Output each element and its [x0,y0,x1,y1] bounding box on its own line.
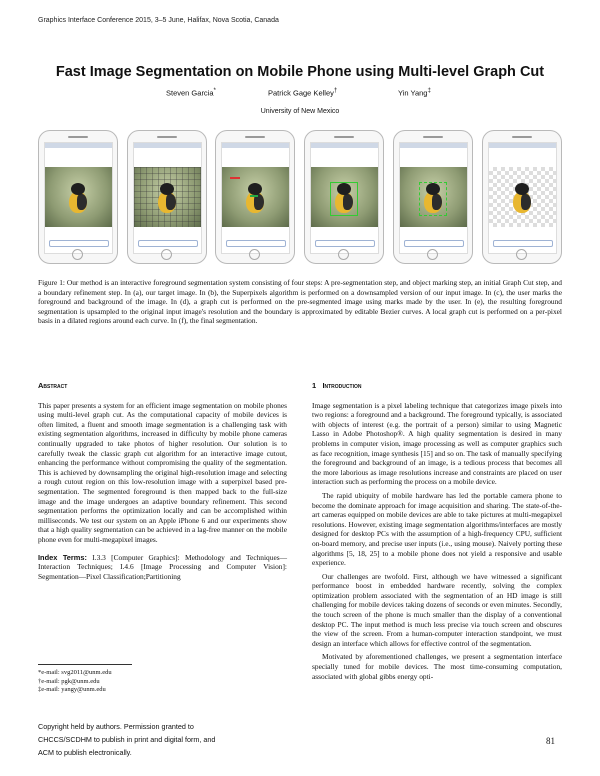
bird-icon [65,183,91,215]
author-mark: † [333,87,338,94]
phone-panel-b [127,130,207,264]
bird-icon [331,183,357,215]
right-column [312,381,562,685]
abstract-heading: Abstract [38,381,68,390]
background-stroke [230,177,240,179]
footnote: †e-mail: pgk@unm.edu [38,677,100,685]
segmented-image [489,167,556,227]
phone-panel-c [215,130,295,264]
bird-icon [242,183,268,215]
bird-image [45,167,112,227]
footnote: *e-mail: svg2011@unm.edu [38,669,112,676]
footnote-rule [38,664,132,665]
home-button-icon [161,249,172,260]
left-column [38,381,287,585]
phone-screen [44,142,113,254]
phone-panel-d [304,130,384,264]
copyright-notice [38,720,215,759]
app-toolbar [404,240,464,247]
intro-paragraph: Image segmentation is a pixel labeling technique that categorizes image pixels into two regions: a foreground and a background. The foreground typically, is associated with objects of interest (e.g. the portrait of a person) similar to using Magnetic Lasso in Adobe Photoshop®. A high quality segmentation is desired in many problems in computer vision, image processing as well as computer graphics such as face recognition, image synthesis [15] and so on. The task of manually specifying the foreground and background of an image, is a tedious process that becomes all the more laborious as image resolutions increase and constraints are placed on user interaction such as performing the process on a mobile device. [312,400,562,487]
phone-speaker [334,136,354,138]
intro-paragraph: Motivated by aforementioned challenges, we present a segmentation interface specially tuned for mobile devices. The most time-consuming computation, associated with global gibbs energy opti- [312,652,562,681]
footnotes [38,669,112,695]
phone-screen [133,142,202,254]
footnote: ‡e-mail: yangy@unm.edu [38,686,106,694]
bird-icon [154,183,180,215]
author-mark: * [213,87,216,94]
app-toolbar [226,240,286,247]
figure-1-panels [38,130,562,264]
page-number: 81 [546,736,555,746]
index-terms [38,553,287,582]
home-button-icon [516,249,527,260]
app-toolbar [493,240,553,247]
phone-screen [310,142,379,254]
phone-panel-e [393,130,473,264]
app-toolbar [138,240,198,247]
home-button-icon [249,249,260,260]
phone-screen [488,142,557,254]
author-name: Yin Yang [398,88,428,98]
paper-title: Fast Image Segmentation on Mobile Phone using Multi-level Graph Cut [55,64,545,80]
phone-speaker [157,136,177,138]
phone-speaker [423,136,443,138]
copyright-line: ACM to publish electronically. [38,748,132,757]
superpixel-image [134,167,201,227]
author-mark: ‡ [427,87,431,94]
status-bar [489,143,556,148]
author-2 [268,87,337,98]
intro-paragraph: The rapid ubiquity of mobile hardware has led the portable camera phone to become the dominate approach for image acquisition and sharing. The state-of-the-art cameras equipped on mobile devices are able to take pictures at multi-megapixel resolutions. However, existing image segmentation algorithms/interfaces are mostly designed for desktop PCs with the assumption of a high-frequency CPU, sufficient on-board memory, and precise user inputs (i.e., using mouse). Naively porting these algorithms [5, 18, 25] to a mobile phone does not yield a responsive and usable experience. [312,490,562,568]
refined-image [400,167,467,227]
author-name: Steven Garcia [166,88,214,98]
copyright-line: CHCCS/SCDHM to publish in print and digital form, and [38,735,216,744]
phone-speaker [512,136,532,138]
home-button-icon [72,249,83,260]
phone-screen [399,142,468,254]
home-button-icon [427,249,438,260]
author-3 [398,87,431,98]
running-header: Graphics Interface Conference 2015, 3–5 June, Halifax, Nova Scotia, Canada [38,17,279,24]
bird-icon [509,183,535,215]
graphcut-image [311,167,378,227]
section-number: 1 [312,381,317,390]
home-button-icon [338,249,349,260]
app-toolbar [49,240,109,247]
intro-heading [312,381,562,391]
status-bar [400,143,467,148]
figure-caption: Figure 1: Our method is an interactive foreground segmentation system consisting of four steps: A pre-segmentation step, and object marking step, an initial Graph Cut step, and a boundary refinement step. In (a), our target image. In (b), the Superpixels algorithm is performed on a downsampled version of our input image. In (c), the user marks the foreground and background of the image. In (d), a graph cut is performed on the pre-segmented image using marks made by the user. In (e), the resulting foreground segmentation is upsampled to the original input image's resolution and the boundary is approximated by editable Bezier curves. A local graph cut is performed on a per-pixel basis in a dilated regions around each curve. In (f), the final segmentation. [38,278,562,326]
status-bar [134,143,201,148]
status-bar [311,143,378,148]
phone-screen [221,142,290,254]
status-bar [222,143,289,148]
bird-icon [420,183,446,215]
index-terms-text: I.3.3 [Computer Graphics]: Methodology and Techniques—Interaction Techniques; I.4.6 [Image Processing and Computer Vision]: Segmentation—Pixel Classification;Partitioning [38,552,287,581]
status-bar [45,143,112,148]
intro-paragraph: Our challenges are twofold. First, although we have witnessed a significant performance boost in embedded hardware recently, solving the complex optimization problem associated with the segmentation of an HD image is still challenging for mobile devices taking dozens of seconds or even minutes. Secondly, the touch screen of the phone is much smaller than the display of a conventional desktop PC. The input method is much less precise via touch screen and obscures the view of the screen. From a human-computer interaction standpoint, we must design an interface which allows for effective control of the segmentation. [312,571,562,648]
phone-speaker [245,136,265,138]
phone-panel-a [38,130,118,264]
marked-image [222,167,289,227]
copyright-line: Copyright held by authors. Permission granted to [38,722,194,731]
author-name: Patrick Gage Kelley [268,88,334,98]
author-1 [166,87,216,98]
phone-speaker [68,136,88,138]
index-terms-label: Index Terms: [38,552,87,562]
foreground-stroke [250,195,258,197]
app-toolbar [315,240,375,247]
affiliation: University of New Mexico [260,108,340,115]
abstract-text: This paper presents a system for an efficient image segmentation on mobile phones using multi-level graph cut. As the computational capacity of mobile devices is often limited, a fluent and smooth image segmentation is a challenging task with existing segmentation algorithms, increased in difficulty by mobile phone cameras continually upgraded to take photos of higher resolution. Our solution is to carefully tweak the classic graph cut algorithm for an interactive image cutout, enhancing the performance without compromising the quality of the segmentation. This is achieved by downsampling the original high-resolution image and selecting a rough cutout region on this low-resolution image with a superpixel based pre-segmentation. The segmented foreground is then mapped back to the full-size image and the image undergoes an adaptive boundary refinement. This second segmentation performs the optimization locally and can be accomplished within milliseconds. We test our system on an Apple iPhone 6 and our experiments show that a high quality segmentation can be achieved in a lag-free manner on the mobile phone even for multi-megapixel images. [38,400,287,544]
phone-panel-f [482,130,562,264]
section-title: Introduction [322,381,362,390]
